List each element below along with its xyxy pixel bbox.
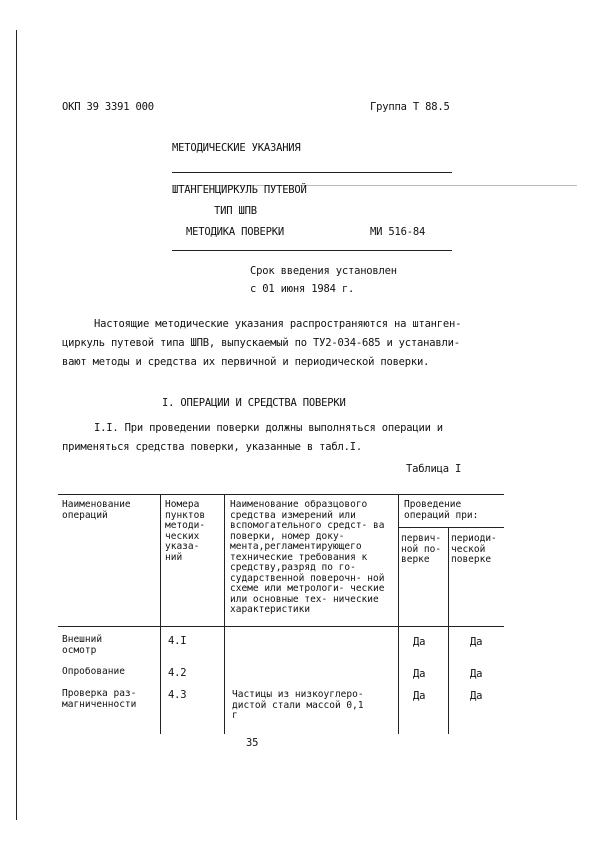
left-margin-line [16, 30, 17, 820]
header-verification-means: Наименование образцового средства измерений или вспомогательного средст- ва поверки, номер доку- мента,регламентирующего технические требования к средству,разряд по го- сударственной поверочн- ной схеме или метрологи- ческие или основные тех- нические характеристики [230, 499, 385, 615]
intro-line-2: циркуль путевой типа ШПВ, выпускаемый по ТУ2-034-685 и устанавли- [62, 337, 460, 349]
section-heading: I. ОПЕРАЦИИ И СРЕДСТВА ПОВЕРКИ [162, 397, 346, 409]
intro-line-1: Настоящие методические указания распространяются на штанген- [94, 318, 462, 330]
table-col-divider-1 [160, 494, 161, 734]
row-2-periodic: Да [470, 668, 483, 680]
row-3-means: Частицы из низкоуглеро- дистой стали массой 0,1 г [232, 689, 364, 721]
row-1-periodic: Да [470, 636, 483, 648]
instrument-title: ШТАНГЕНЦИРКУЛЬ ПУТЕВОЙ [172, 184, 307, 196]
section-para-line-1: I.I. При проведении поверки должны выполняться операции и [94, 422, 443, 434]
page-number: 35 [246, 737, 259, 749]
table-header-bottom-border [58, 626, 504, 627]
effective-date-line1: Срок введения установлен [250, 265, 397, 277]
row-2-primary: Да [413, 668, 426, 680]
document-type: МЕТОДИЧЕСКИЕ УКАЗАНИЯ [172, 142, 301, 154]
table-conduct-subheader-line [398, 527, 504, 528]
method-title: МЕТОДИКА ПОВЕРКИ [186, 226, 284, 238]
row-3-periodic: Да [470, 690, 483, 702]
group-code: Группа Т 88.5 [370, 101, 450, 113]
table-col-divider-4 [448, 527, 449, 734]
table-col-divider-2 [224, 494, 225, 734]
row-2-clause: 4.2 [168, 667, 187, 679]
row-2-operation: Опробование [62, 666, 125, 677]
okp-code: ОКП 39 3391 000 [62, 101, 154, 113]
row-3-clause: 4.3 [168, 689, 187, 701]
header-conduct: Проведение операций при: [404, 499, 479, 521]
intro-line-3: вают методы и средства их первичной и периодической поверки. [62, 356, 430, 368]
header-clause-number: Номера пунктов методи- ческих указа- ний [165, 499, 206, 563]
instrument-type: ТИП ШПВ [214, 205, 257, 217]
table-caption: Таблица I [406, 463, 462, 475]
table-top-border [58, 494, 504, 495]
effective-date-line2: с 01 июня 1984 г. [250, 283, 355, 295]
section-para-line-2: применяться средства поверки, указанные в табл.I. [62, 441, 362, 453]
table-col-divider-3 [398, 494, 399, 734]
row-3-primary: Да [413, 690, 426, 702]
row-1-clause: 4.I [168, 635, 187, 647]
header-periodic: периоди- ческой поверке [451, 533, 497, 565]
row-1-operation: Внешний осмотр [62, 634, 103, 656]
document-number: МИ 516-84 [370, 226, 426, 238]
title-rule-top [172, 172, 452, 173]
row-3-operation: Проверка раз- магниченности [62, 688, 137, 710]
header-primary: первич- ной по- верке [401, 533, 442, 565]
title-rule-bottom [172, 250, 452, 251]
header-operation: Наименование операций [62, 499, 131, 521]
row-1-primary: Да [413, 636, 426, 648]
